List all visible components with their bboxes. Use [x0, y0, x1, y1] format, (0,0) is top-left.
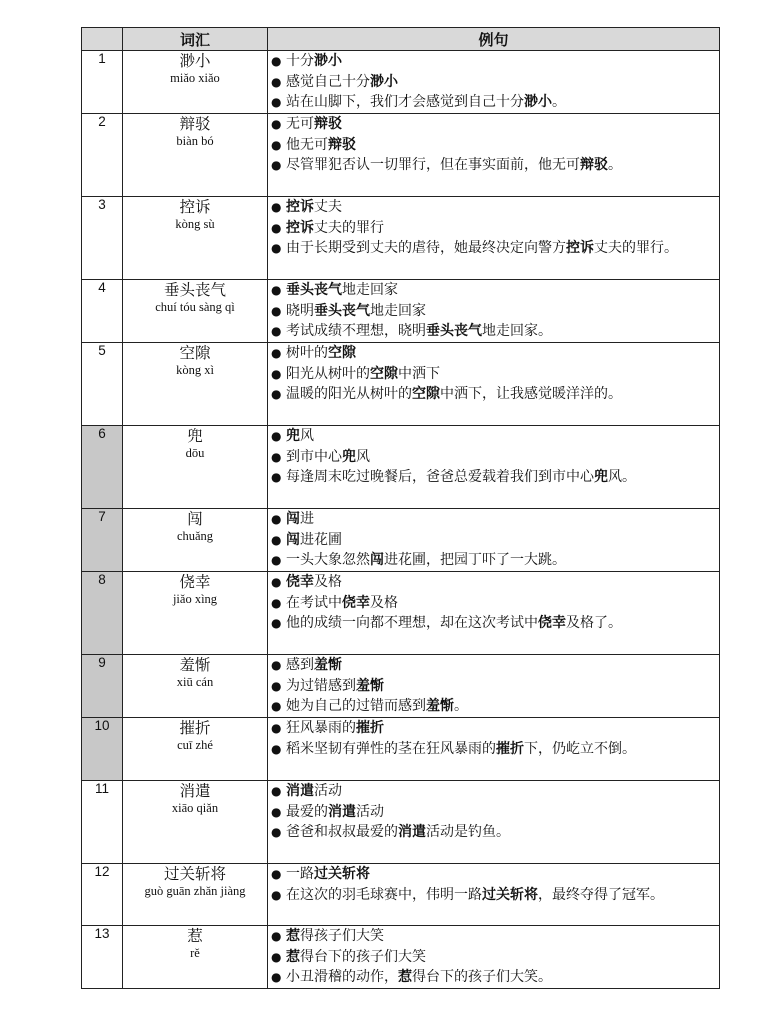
example-sentence — [268, 384, 719, 405]
highlighted-vocab: 垂头丧气 — [286, 282, 342, 298]
sentence-text: 每逢周末吃过晚餐后，爸爸总爱载着我们到市中心 — [286, 469, 594, 486]
table-row — [82, 718, 720, 781]
sentence-text: 地走回家 — [370, 302, 426, 319]
sentence-text: 感觉自己十分 — [286, 73, 370, 90]
vocab-word: 闯 — [187, 510, 203, 528]
example-sentence-list — [268, 280, 719, 342]
row-number: 6 — [82, 426, 123, 509]
sentence-text: 进花圃，把园丁吓了一大跳。 — [384, 552, 566, 569]
sentence-text: 一头大象忽然 — [286, 552, 370, 569]
bullet-icon: ● — [271, 429, 282, 443]
vocab-pinyin: jiǎo xìng — [172, 592, 218, 606]
vocab-word: 兜 — [187, 427, 203, 445]
sentence-text: 感到 — [286, 657, 314, 673]
bullet-icon: ● — [271, 553, 282, 568]
header-num — [82, 28, 123, 51]
vocab-pinyin: biàn bó — [176, 134, 214, 148]
example-sentence — [268, 447, 719, 468]
table-row — [82, 509, 720, 572]
vocab-pinyin: rě — [190, 946, 200, 960]
sentence-text: 得台下的孩子们大笑。 — [412, 969, 552, 986]
bullet-icon: ● — [271, 575, 282, 589]
sentence-text: 。 — [608, 157, 622, 174]
example-sentences-cell — [268, 51, 720, 114]
sentence-text: 丈夫 — [314, 199, 342, 215]
example-sentence — [268, 197, 719, 218]
example-sentence — [268, 739, 719, 760]
vocab-cell — [123, 114, 268, 197]
example-sentences-cell — [268, 114, 720, 197]
vocab-word: 空隙 — [179, 344, 211, 362]
bullet-icon: ● — [271, 346, 282, 360]
example-sentence-list — [268, 572, 719, 634]
row-number: 5 — [82, 343, 123, 426]
bullet-icon: ● — [271, 929, 282, 943]
table-body — [82, 51, 720, 989]
sentence-text: 。 — [552, 94, 566, 111]
example-sentence — [268, 321, 719, 342]
row-number: 7 — [82, 509, 123, 572]
bullet-icon: ● — [271, 678, 282, 693]
highlighted-vocab: 闯 — [370, 552, 384, 569]
bullet-icon: ● — [271, 721, 282, 735]
vocab-word: 羞惭 — [179, 656, 211, 674]
example-sentence — [268, 885, 719, 906]
example-sentence — [268, 655, 719, 676]
sentence-text: 及格 — [370, 594, 398, 611]
vocab-cell — [123, 655, 268, 718]
sentence-text: 中洒下 — [398, 365, 440, 382]
highlighted-vocab: 侥幸 — [286, 574, 314, 590]
vocab-cell — [123, 197, 268, 280]
sentence-text: 站在山脚下，我们才会感觉到自己十分 — [286, 94, 524, 111]
header-vocabulary: 词汇 — [123, 28, 268, 51]
bullet-icon: ● — [271, 867, 282, 881]
sentence-text: 地走回家。 — [482, 323, 552, 340]
vocab-pinyin: miǎo xiǎo — [170, 71, 220, 85]
bullet-icon: ● — [271, 949, 282, 964]
vocab-cell — [123, 718, 268, 781]
example-sentence — [268, 676, 719, 697]
vocab-word: 垂头丧气 — [163, 281, 226, 299]
vocab-word: 控诉 — [179, 198, 211, 216]
example-sentences-cell — [268, 718, 720, 781]
sentence-text: 活动 — [356, 803, 384, 820]
example-sentence — [268, 301, 719, 322]
vocab-pinyin: xiāo qiǎn — [171, 801, 219, 815]
vocab-cell — [123, 51, 268, 114]
highlighted-vocab: 消遣 — [398, 824, 426, 841]
sentence-text: 她为自己的过错而感到 — [286, 698, 426, 715]
vocab-word: 辩驳 — [179, 115, 211, 133]
example-sentences-cell — [268, 864, 720, 926]
highlighted-vocab: 渺小 — [524, 94, 552, 111]
sentence-text: 一路 — [286, 866, 314, 882]
sentence-text: 稻米坚韧有弹性的茎在狂风暴雨的 — [286, 740, 496, 757]
highlighted-vocab: 辩驳 — [314, 116, 342, 132]
example-sentence — [268, 72, 719, 93]
vocab-cell — [123, 781, 268, 864]
sentence-text: 小丑滑稽的动作， — [286, 969, 398, 986]
highlighted-vocab: 羞惭 — [426, 698, 454, 715]
bullet-icon: ● — [271, 366, 282, 381]
sentence-text: 活动 — [314, 783, 342, 799]
highlighted-vocab: 侥幸 — [342, 594, 370, 611]
highlighted-vocab: 摧折 — [496, 740, 524, 757]
sentence-text: 无可 — [286, 116, 314, 132]
row-number: 3 — [82, 197, 123, 280]
bullet-icon: ● — [271, 200, 282, 214]
sentence-text: 丈夫的罪行 — [314, 219, 384, 236]
sentence-text: 考试成绩不理想，晓明 — [286, 323, 426, 340]
sentence-text: 尽管罪犯否认一切罪行，但在事实面前，他无可 — [286, 157, 580, 174]
highlighted-vocab: 渺小 — [370, 73, 398, 90]
vocab-cell — [123, 864, 268, 926]
example-sentence — [268, 613, 719, 634]
example-sentence — [268, 509, 719, 530]
example-sentence — [268, 696, 719, 717]
example-sentence — [268, 51, 719, 72]
vocab-pinyin: guò guān zhǎn jiàng — [144, 884, 246, 898]
header-row — [82, 28, 720, 51]
example-sentence — [268, 802, 719, 823]
bullet-icon: ● — [271, 158, 282, 173]
highlighted-vocab: 羞惭 — [356, 677, 384, 694]
example-sentence — [268, 114, 719, 135]
vocab-cell — [123, 509, 268, 572]
highlighted-vocab: 摧折 — [356, 720, 384, 736]
example-sentence — [268, 947, 719, 968]
example-sentence-list — [268, 426, 719, 488]
sentence-text: 及格 — [314, 574, 342, 590]
example-sentence — [268, 572, 719, 593]
sentence-text: 他的成绩一向都不理想，却在这次考试中 — [286, 615, 538, 632]
bullet-icon: ● — [271, 449, 282, 464]
sentence-text: ，最终夺得了冠军。 — [538, 886, 664, 903]
example-sentences-cell — [268, 426, 720, 509]
row-number: 1 — [82, 51, 123, 114]
sentence-text: 阳光从树叶的 — [286, 365, 370, 382]
highlighted-vocab: 控诉 — [286, 219, 314, 236]
row-number: 2 — [82, 114, 123, 197]
example-sentence — [268, 467, 719, 488]
vocab-cell — [123, 426, 268, 509]
bullet-icon: ● — [271, 303, 282, 318]
example-sentence — [268, 155, 719, 176]
bullet-icon: ● — [271, 512, 282, 526]
row-number: 8 — [82, 572, 123, 655]
highlighted-vocab: 辩驳 — [580, 157, 608, 174]
sentence-text: 由于长期受到丈夫的虐待，她最终决定向警方 — [286, 240, 566, 257]
highlighted-vocab: 过关斩将 — [482, 886, 538, 903]
sentence-text: 狂风暴雨的 — [286, 720, 356, 736]
example-sentence-list — [268, 926, 719, 988]
example-sentences-cell — [268, 509, 720, 572]
bullet-icon: ● — [271, 595, 282, 610]
highlighted-vocab: 空隙 — [412, 386, 440, 403]
sentence-text: 得孩子们大笑 — [300, 928, 384, 944]
example-sentence — [268, 280, 719, 301]
sentence-text: 风。 — [608, 469, 636, 486]
bullet-icon: ● — [271, 532, 282, 547]
bullet-icon: ● — [271, 616, 282, 631]
header-example-sentences: 例句 — [268, 28, 720, 51]
table-row — [82, 655, 720, 718]
example-sentence — [268, 967, 719, 988]
example-sentence — [268, 364, 719, 385]
example-sentence-list — [268, 781, 719, 843]
table-row — [82, 426, 720, 509]
highlighted-vocab: 惹 — [398, 969, 412, 986]
example-sentence — [268, 593, 719, 614]
example-sentence — [268, 92, 719, 113]
bullet-icon: ● — [271, 658, 282, 672]
example-sentence — [268, 781, 719, 802]
example-sentences-cell — [268, 655, 720, 718]
highlighted-vocab: 侥幸 — [538, 615, 566, 632]
bullet-icon: ● — [271, 95, 282, 110]
bullet-icon: ● — [271, 699, 282, 714]
example-sentence — [268, 864, 719, 885]
example-sentence — [268, 530, 719, 551]
table-row — [82, 572, 720, 655]
bullet-icon: ● — [271, 283, 282, 297]
table-row — [82, 114, 720, 197]
vocab-word: 惹 — [187, 927, 203, 945]
sentence-text: 在考试中 — [286, 594, 342, 611]
example-sentence-list — [268, 197, 719, 259]
highlighted-vocab: 闯 — [286, 511, 300, 527]
vocab-pinyin: xiū cán — [176, 675, 214, 689]
example-sentence — [268, 926, 719, 947]
highlighted-vocab: 空隙 — [370, 365, 398, 382]
highlighted-vocab: 惹 — [286, 928, 300, 944]
example-sentence — [268, 426, 719, 447]
bullet-icon: ● — [271, 825, 282, 840]
example-sentences-cell — [268, 926, 720, 989]
highlighted-vocab: 消遣 — [328, 803, 356, 820]
sentence-text: 在这次的羽毛球赛中，伟明一路 — [286, 886, 482, 903]
highlighted-vocab: 兜 — [342, 448, 356, 465]
example-sentences-cell — [268, 197, 720, 280]
example-sentences-cell — [268, 280, 720, 343]
example-sentence-list — [268, 655, 719, 717]
table-row — [82, 280, 720, 343]
highlighted-vocab: 辩驳 — [328, 136, 356, 153]
highlighted-vocab: 闯 — [286, 531, 300, 548]
highlighted-vocab: 兜 — [286, 428, 300, 444]
highlighted-vocab: 空隙 — [328, 345, 356, 361]
highlighted-vocab: 过关斩将 — [314, 866, 370, 882]
bullet-icon: ● — [271, 117, 282, 131]
example-sentence-list — [268, 114, 719, 176]
sentence-text: 进花圃 — [300, 531, 342, 548]
row-number: 13 — [82, 926, 123, 989]
sentence-text: 下，仍屹立不倒。 — [524, 740, 636, 757]
highlighted-vocab: 渺小 — [314, 53, 342, 69]
vocab-pinyin: kòng sù — [175, 217, 215, 231]
highlighted-vocab: 控诉 — [566, 240, 594, 257]
bullet-icon: ● — [271, 220, 282, 235]
sentence-text: 活动是钓鱼。 — [426, 824, 510, 841]
sentence-text: 及格了。 — [566, 615, 622, 632]
example-sentence-list — [268, 509, 719, 571]
vocabulary-table — [81, 27, 720, 989]
table-row — [82, 926, 720, 989]
vocab-word: 摧折 — [179, 719, 211, 737]
sentence-text: 到市中心 — [286, 448, 342, 465]
bullet-icon: ● — [271, 470, 282, 485]
example-sentences-cell — [268, 781, 720, 864]
example-sentence — [268, 718, 719, 739]
example-sentence — [268, 218, 719, 239]
sentence-text: 十分 — [286, 53, 314, 69]
bullet-icon: ● — [271, 241, 282, 256]
vocab-cell — [123, 280, 268, 343]
example-sentence-list — [268, 51, 719, 113]
vocab-cell — [123, 926, 268, 989]
row-number: 4 — [82, 280, 123, 343]
vocab-pinyin: cuī zhé — [177, 738, 213, 752]
example-sentence-list — [268, 718, 719, 759]
sentence-text: 晓明 — [286, 302, 314, 319]
sentence-text: 温暖的阳光从树叶的 — [286, 386, 412, 403]
row-number: 10 — [82, 718, 123, 781]
highlighted-vocab: 羞惭 — [314, 657, 342, 673]
example-sentence — [268, 238, 719, 259]
highlighted-vocab: 惹 — [286, 948, 300, 965]
bullet-icon: ● — [271, 784, 282, 798]
sentence-text: 最爱的 — [286, 803, 328, 820]
vocab-cell — [123, 343, 268, 426]
vocab-word: 渺小 — [179, 52, 211, 70]
bullet-icon: ● — [271, 970, 282, 985]
row-number: 11 — [82, 781, 123, 864]
vocab-word: 侥幸 — [179, 573, 211, 591]
sentence-text: 中洒下，让我感觉暖洋洋的。 — [440, 386, 622, 403]
table-row — [82, 781, 720, 864]
example-sentence — [268, 135, 719, 156]
sentence-text: 他无可 — [286, 136, 328, 153]
vocab-word: 过关斩将 — [163, 865, 226, 883]
sentence-text: 。 — [454, 698, 468, 715]
bullet-icon: ● — [271, 324, 282, 339]
example-sentence — [268, 822, 719, 843]
highlighted-vocab: 控诉 — [286, 199, 314, 215]
example-sentence — [268, 550, 719, 571]
sentence-text: 进 — [300, 511, 314, 527]
sentence-text: 丈夫的罪行。 — [594, 240, 678, 257]
bullet-icon: ● — [271, 74, 282, 89]
example-sentence-list — [268, 864, 719, 905]
vocab-cell — [123, 572, 268, 655]
bullet-icon: ● — [271, 54, 282, 68]
table-row — [82, 197, 720, 280]
vocab-pinyin: kòng xì — [176, 363, 214, 377]
bullet-icon: ● — [271, 741, 282, 756]
bullet-icon: ● — [271, 887, 282, 902]
bullet-icon: ● — [271, 137, 282, 152]
highlighted-vocab: 消遣 — [286, 783, 314, 799]
vocab-pinyin: dōu — [185, 446, 205, 460]
vocab-word: 消遣 — [179, 782, 211, 800]
bullet-icon: ● — [271, 387, 282, 402]
sentence-text: 为过错感到 — [286, 677, 356, 694]
table-row — [82, 864, 720, 926]
table-row — [82, 343, 720, 426]
bullet-icon: ● — [271, 804, 282, 819]
sentence-text: 爸爸和叔叔最爱的 — [286, 824, 398, 841]
example-sentences-cell — [268, 572, 720, 655]
sentence-text: 风 — [300, 428, 314, 444]
sentence-text: 风 — [356, 448, 370, 465]
sentence-text: 树叶的 — [286, 345, 328, 361]
highlighted-vocab: 兜 — [594, 469, 608, 486]
sentence-text: 得台下的孩子们大笑 — [300, 948, 426, 965]
example-sentences-cell — [268, 343, 720, 426]
vocab-pinyin: chuí tóu sàng qì — [155, 300, 235, 314]
highlighted-vocab: 垂头丧气 — [314, 302, 370, 319]
table-row — [82, 51, 720, 114]
example-sentence — [268, 343, 719, 364]
highlighted-vocab: 垂头丧气 — [426, 323, 482, 340]
sentence-text: 地走回家 — [342, 282, 398, 298]
row-number: 9 — [82, 655, 123, 718]
row-number: 12 — [82, 864, 123, 926]
vocab-pinyin: chuǎng — [176, 529, 214, 543]
example-sentence-list — [268, 343, 719, 405]
